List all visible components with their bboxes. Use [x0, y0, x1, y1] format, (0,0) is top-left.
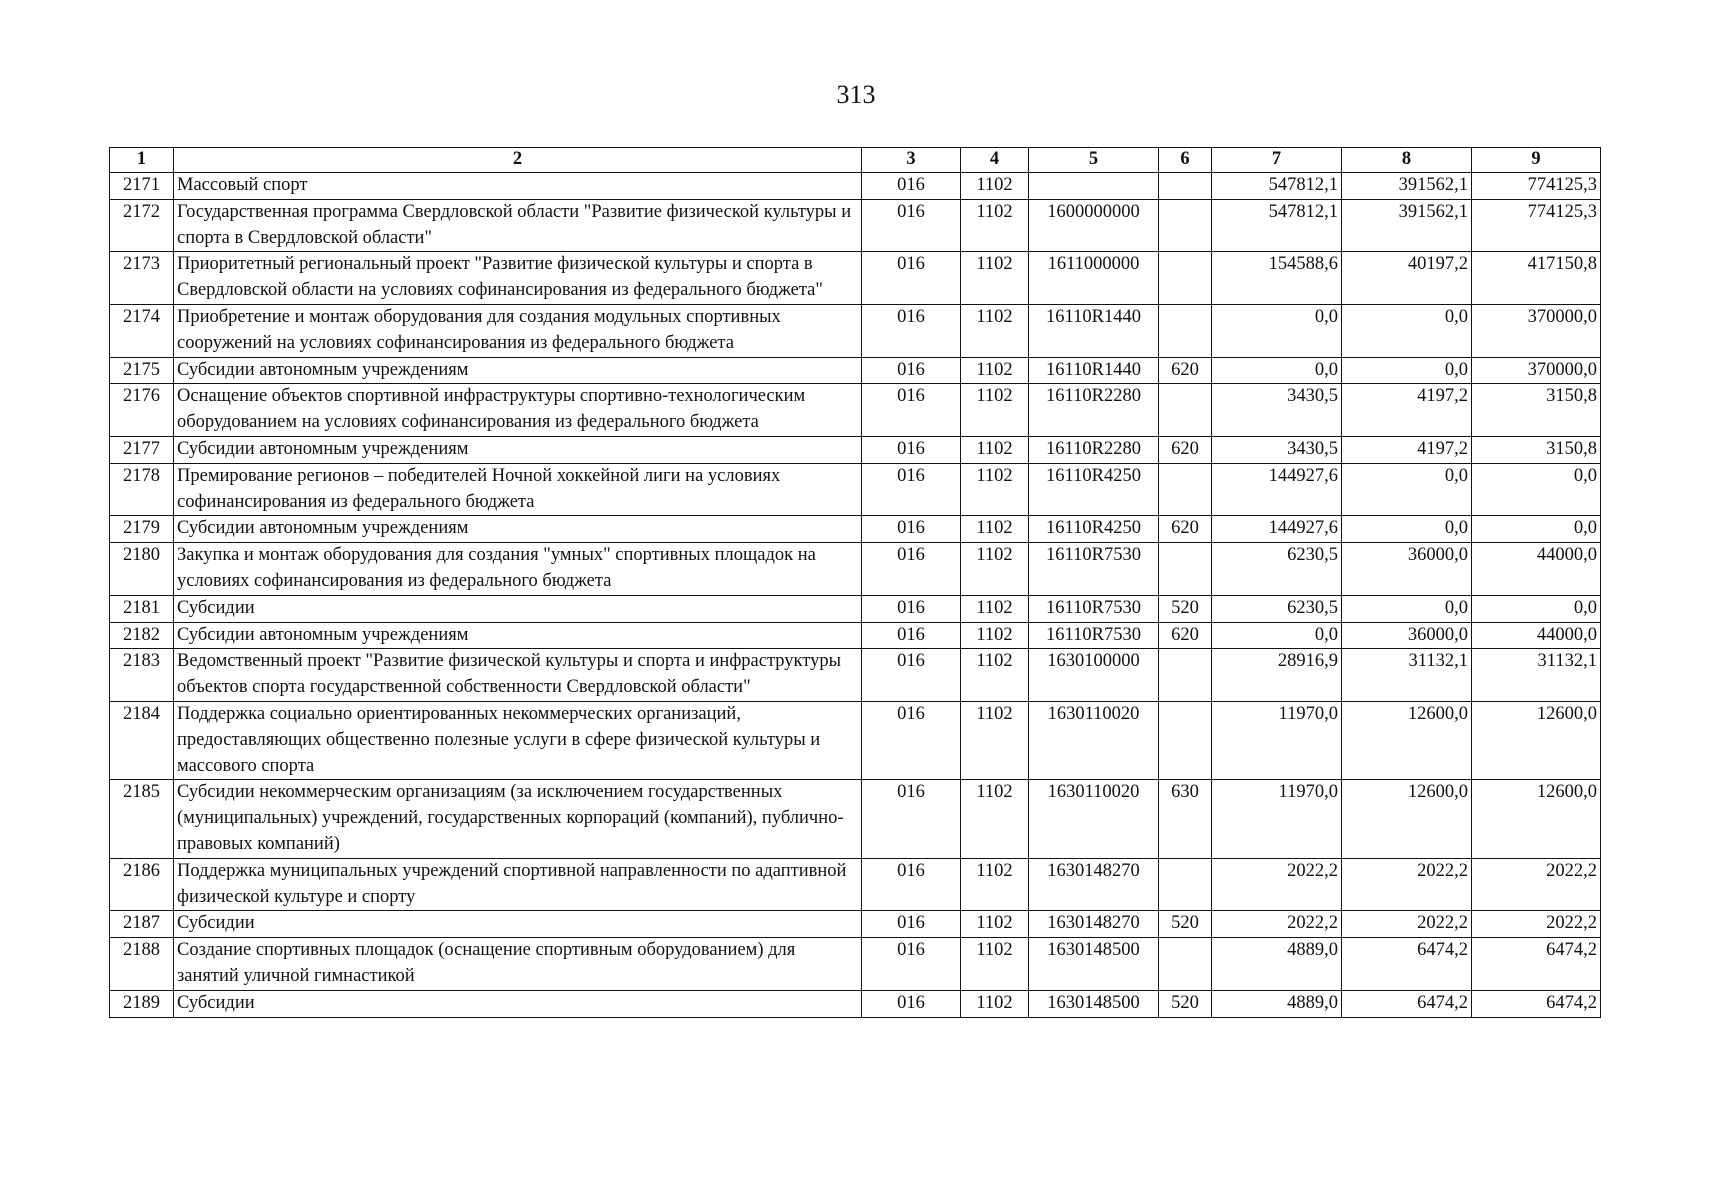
row-number: 2174: [110, 304, 174, 357]
column-header-4: 4: [961, 148, 1029, 173]
table-row: [110, 173, 1601, 200]
row-number: 2188: [110, 938, 174, 991]
col6-value: [1159, 252, 1212, 305]
col8-value: 0,0: [1342, 304, 1472, 357]
col7-value: 144927,6: [1212, 463, 1342, 516]
row-name: Оснащение объектов спортивной инфраструктуры спортивно-технологическим оборудованием на условиях софинансирования из федерального бюджета: [174, 384, 862, 437]
col3-value: 016: [862, 252, 961, 305]
col8-value: 0,0: [1342, 516, 1472, 543]
col3-value: 016: [862, 858, 961, 911]
col4-value: 1102: [961, 463, 1029, 516]
col5-value: 1630148500: [1029, 938, 1159, 991]
col8-value: 40197,2: [1342, 252, 1472, 305]
column-header-9: 9: [1472, 148, 1601, 173]
col8-value: 0,0: [1342, 595, 1472, 622]
col7-value: 2022,2: [1212, 858, 1342, 911]
col8-value: 0,0: [1342, 357, 1472, 384]
col5-value: 16110R2280: [1029, 384, 1159, 437]
col6-value: 520: [1159, 595, 1212, 622]
row-number: 2184: [110, 701, 174, 779]
col5-value: 1630100000: [1029, 649, 1159, 702]
col3-value: 016: [862, 384, 961, 437]
row-name: Приоритетный региональный проект "Развитие физической культуры и спорта в Свердловской области на условиях софинансирования из федерального бюджета": [174, 252, 862, 305]
table-row: [110, 516, 1601, 543]
col7-value: 144927,6: [1212, 516, 1342, 543]
col3-value: 016: [862, 990, 961, 1017]
col5-value: 16110R1440: [1029, 304, 1159, 357]
row-number: 2177: [110, 436, 174, 463]
row-number: 2173: [110, 252, 174, 305]
row-name: Субсидии: [174, 595, 862, 622]
col6-value: [1159, 384, 1212, 437]
row-number: 2181: [110, 595, 174, 622]
table-body: [110, 173, 1601, 1018]
table-row: [110, 990, 1601, 1017]
col4-value: 1102: [961, 911, 1029, 938]
row-name: Премирование регионов – победителей Ночной хоккейной лиги на условиях софинансирования из федерального бюджета: [174, 463, 862, 516]
col7-value: 2022,2: [1212, 911, 1342, 938]
col7-value: 4889,0: [1212, 990, 1342, 1017]
row-name: Массовый спорт: [174, 173, 862, 200]
col9-value: 44000,0: [1472, 543, 1601, 596]
column-header-7: 7: [1212, 148, 1342, 173]
col6-value: 520: [1159, 990, 1212, 1017]
col5-value: 16110R1440: [1029, 357, 1159, 384]
col9-value: 370000,0: [1472, 304, 1601, 357]
col8-value: 36000,0: [1342, 543, 1472, 596]
budget-table: [109, 147, 1601, 1018]
col6-value: 630: [1159, 780, 1212, 858]
table-row: [110, 252, 1601, 305]
col9-value: 370000,0: [1472, 357, 1601, 384]
col8-value: 4197,2: [1342, 384, 1472, 437]
col6-value: [1159, 938, 1212, 991]
col7-value: 3430,5: [1212, 384, 1342, 437]
table-row: [110, 858, 1601, 911]
col6-value: 520: [1159, 911, 1212, 938]
col7-value: 547812,1: [1212, 199, 1342, 252]
column-header-6: 6: [1159, 148, 1212, 173]
col4-value: 1102: [961, 173, 1029, 200]
col5-value: 16110R4250: [1029, 516, 1159, 543]
row-number: 2172: [110, 199, 174, 252]
col3-value: 016: [862, 649, 961, 702]
col9-value: 12600,0: [1472, 701, 1601, 779]
col9-value: 12600,0: [1472, 780, 1601, 858]
col8-value: 36000,0: [1342, 622, 1472, 649]
table-header-row: [110, 148, 1601, 173]
col4-value: 1102: [961, 649, 1029, 702]
row-number: 2187: [110, 911, 174, 938]
col4-value: 1102: [961, 516, 1029, 543]
col4-value: 1102: [961, 701, 1029, 779]
col8-value: 12600,0: [1342, 780, 1472, 858]
row-number: 2175: [110, 357, 174, 384]
col9-value: 44000,0: [1472, 622, 1601, 649]
table-row: [110, 357, 1601, 384]
col8-value: 2022,2: [1342, 911, 1472, 938]
col4-value: 1102: [961, 858, 1029, 911]
col4-value: 1102: [961, 990, 1029, 1017]
col5-value: 1630148500: [1029, 990, 1159, 1017]
col3-value: 016: [862, 463, 961, 516]
col5-value: 16110R7530: [1029, 543, 1159, 596]
table-row: [110, 911, 1601, 938]
col6-value: [1159, 649, 1212, 702]
col3-value: 016: [862, 780, 961, 858]
row-name: Поддержка социально ориентированных некоммерческих организаций, предоставляющих общественно полезные услуги в сфере физической культуры и массового спорта: [174, 701, 862, 779]
col3-value: 016: [862, 357, 961, 384]
col8-value: 391562,1: [1342, 173, 1472, 200]
table-row: [110, 938, 1601, 991]
column-header-5: 5: [1029, 148, 1159, 173]
col3-value: 016: [862, 595, 961, 622]
col4-value: 1102: [961, 199, 1029, 252]
row-name: Закупка и монтаж оборудования для создания "умных" спортивных площадок на условиях софинансирования из федерального бюджета: [174, 543, 862, 596]
table-row: [110, 780, 1601, 858]
col8-value: 0,0: [1342, 463, 1472, 516]
row-name: Субсидии автономным учреждениям: [174, 357, 862, 384]
col4-value: 1102: [961, 252, 1029, 305]
row-name: Субсидии автономным учреждениям: [174, 622, 862, 649]
row-number: 2182: [110, 622, 174, 649]
col4-value: 1102: [961, 938, 1029, 991]
col4-value: 1102: [961, 357, 1029, 384]
table-row: [110, 595, 1601, 622]
col4-value: 1102: [961, 384, 1029, 437]
column-header-1: 1: [110, 148, 174, 173]
col9-value: 6474,2: [1472, 990, 1601, 1017]
col8-value: 12600,0: [1342, 701, 1472, 779]
col9-value: 2022,2: [1472, 911, 1601, 938]
col9-value: 774125,3: [1472, 199, 1601, 252]
col5-value: 1630148270: [1029, 858, 1159, 911]
col4-value: 1102: [961, 304, 1029, 357]
row-name: Приобретение и монтаж оборудования для создания модульных спортивных сооружений на условиях софинансирования из федерального бюджета: [174, 304, 862, 357]
col4-value: 1102: [961, 622, 1029, 649]
col6-value: [1159, 858, 1212, 911]
row-number: 2183: [110, 649, 174, 702]
col3-value: 016: [862, 436, 961, 463]
table-row: [110, 622, 1601, 649]
col6-value: [1159, 543, 1212, 596]
table-row: [110, 304, 1601, 357]
col8-value: 4197,2: [1342, 436, 1472, 463]
row-number: 2178: [110, 463, 174, 516]
col5-value: 16110R7530: [1029, 622, 1159, 649]
col9-value: 0,0: [1472, 463, 1601, 516]
col3-value: 016: [862, 543, 961, 596]
table-row: [110, 436, 1601, 463]
col8-value: 391562,1: [1342, 199, 1472, 252]
table-row: [110, 701, 1601, 779]
col6-value: 620: [1159, 357, 1212, 384]
col4-value: 1102: [961, 780, 1029, 858]
col5-value: [1029, 173, 1159, 200]
col9-value: 3150,8: [1472, 436, 1601, 463]
row-name: Субсидии автономным учреждениям: [174, 516, 862, 543]
col7-value: 3430,5: [1212, 436, 1342, 463]
row-name: Субсидии: [174, 990, 862, 1017]
col5-value: 1611000000: [1029, 252, 1159, 305]
row-number: 2179: [110, 516, 174, 543]
row-number: 2176: [110, 384, 174, 437]
row-name: Субсидии некоммерческим организациям (за исключением государственных (муниципальных) учреждений, государственных корпораций (компаний), публично-правовых компаний): [174, 780, 862, 858]
col9-value: 417150,8: [1472, 252, 1601, 305]
col5-value: 1600000000: [1029, 199, 1159, 252]
row-name: Ведомственный проект "Развитие физической культуры и спорта и инфраструктуры объектов спорта государственной собственности Свердловской области": [174, 649, 862, 702]
col6-value: 620: [1159, 516, 1212, 543]
row-name: Субсидии: [174, 911, 862, 938]
col7-value: 6230,5: [1212, 595, 1342, 622]
col3-value: 016: [862, 911, 961, 938]
row-name: Субсидии автономным учреждениям: [174, 436, 862, 463]
table-row: [110, 543, 1601, 596]
page-number: 313: [836, 80, 876, 109]
col7-value: 0,0: [1212, 622, 1342, 649]
col6-value: 620: [1159, 436, 1212, 463]
col9-value: 3150,8: [1472, 384, 1601, 437]
row-number: 2189: [110, 990, 174, 1017]
col6-value: [1159, 173, 1212, 200]
col3-value: 016: [862, 938, 961, 991]
row-number: 2185: [110, 780, 174, 858]
row-number: 2186: [110, 858, 174, 911]
row-name: Поддержка муниципальных учреждений спортивной направленности по адаптивной физической культуре и спорту: [174, 858, 862, 911]
row-name: Государственная программа Свердловской области "Развитие физической культуры и спорта в Свердловской области": [174, 199, 862, 252]
row-name: Создание спортивных площадок (оснащение спортивным оборудованием) для занятий уличной гимнастикой: [174, 938, 862, 991]
col5-value: 1630110020: [1029, 701, 1159, 779]
col9-value: 0,0: [1472, 595, 1601, 622]
col3-value: 016: [862, 516, 961, 543]
col7-value: 0,0: [1212, 304, 1342, 357]
col6-value: [1159, 304, 1212, 357]
col7-value: 11970,0: [1212, 780, 1342, 858]
col9-value: 774125,3: [1472, 173, 1601, 200]
col7-value: 547812,1: [1212, 173, 1342, 200]
col3-value: 016: [862, 173, 961, 200]
col3-value: 016: [862, 304, 961, 357]
col5-value: 1630110020: [1029, 780, 1159, 858]
column-header-8: 8: [1342, 148, 1472, 173]
col4-value: 1102: [961, 543, 1029, 596]
row-number: 2171: [110, 173, 174, 200]
col7-value: 28916,9: [1212, 649, 1342, 702]
col3-value: 016: [862, 701, 961, 779]
col5-value: 16110R4250: [1029, 463, 1159, 516]
table-row: [110, 463, 1601, 516]
col5-value: 1630148270: [1029, 911, 1159, 938]
row-number: 2180: [110, 543, 174, 596]
column-header-2: 2: [174, 148, 862, 173]
col9-value: 6474,2: [1472, 938, 1601, 991]
col3-value: 016: [862, 622, 961, 649]
col9-value: 0,0: [1472, 516, 1601, 543]
col6-value: [1159, 199, 1212, 252]
col6-value: [1159, 701, 1212, 779]
col8-value: 31132,1: [1342, 649, 1472, 702]
col8-value: 6474,2: [1342, 938, 1472, 991]
col9-value: 2022,2: [1472, 858, 1601, 911]
col5-value: 16110R2280: [1029, 436, 1159, 463]
col9-value: 31132,1: [1472, 649, 1601, 702]
table-row: [110, 384, 1601, 437]
col6-value: 620: [1159, 622, 1212, 649]
col4-value: 1102: [961, 595, 1029, 622]
table-row: [110, 199, 1601, 252]
col6-value: [1159, 463, 1212, 516]
col7-value: 6230,5: [1212, 543, 1342, 596]
col7-value: 154588,6: [1212, 252, 1342, 305]
col5-value: 16110R7530: [1029, 595, 1159, 622]
col7-value: 11970,0: [1212, 701, 1342, 779]
column-header-3: 3: [862, 148, 961, 173]
col3-value: 016: [862, 199, 961, 252]
col4-value: 1102: [961, 436, 1029, 463]
table-row: [110, 649, 1601, 702]
col7-value: 4889,0: [1212, 938, 1342, 991]
col7-value: 0,0: [1212, 357, 1342, 384]
col8-value: 2022,2: [1342, 858, 1472, 911]
col8-value: 6474,2: [1342, 990, 1472, 1017]
